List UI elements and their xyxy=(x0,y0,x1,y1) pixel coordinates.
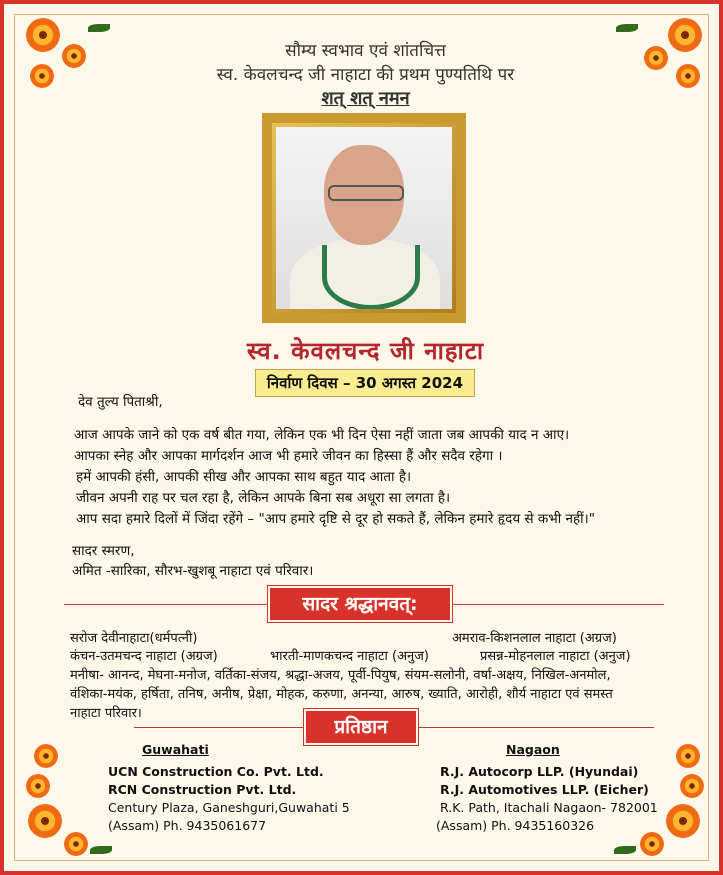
flower-icon xyxy=(640,832,664,856)
flower-icon xyxy=(676,744,700,768)
nagaon-address: R.K. Path, Itachali Nagaon- 782001 xyxy=(440,800,658,815)
guwahati-company-1: UCN Construction Co. Pvt. Ltd. xyxy=(108,764,324,779)
regards-line-2: अमित -सारिका, सौरभ-खुशबू नाहाटा एवं परिवार। xyxy=(72,563,314,579)
flower-icon xyxy=(64,832,88,856)
pratishthan-banner: प्रतिष्ठान xyxy=(306,711,416,743)
family-row-1-right: अमराव-किशनलाल नाहाटा (अग्रज) xyxy=(452,631,617,646)
leaf-icon xyxy=(614,846,636,854)
family-row-4: वंशिका-मयंक, हर्षिता, तनिष, अनीष, प्रेक्षा, मोहक, करुणा, अनन्या, आरुष, ख्याति, आरोही, शौर्य नाहाटा एवं समस्त xyxy=(70,687,613,702)
family-row-2-mid: भारती-माणकचन्द नाहाटा (अनुज) xyxy=(270,649,429,664)
message-line: आप सदा हमारे दिलों में जिंदा रहेंगे – "आप हमारे दृष्टि से दूर हो सकते हैं, लेकिन हमारे हृदय से कभी नहीं।" xyxy=(76,511,596,527)
family-row-2-left: कंचन-उतमचन्द नाहाटा (अग्रज) xyxy=(70,649,218,664)
nagaon-heading: Nagaon xyxy=(506,742,560,757)
header-line-1: सौम्य स्वभाव एवं शांतचित्त xyxy=(285,41,446,61)
family-row-2-right: प्रसन्न-मोहनलाल नाहाटा (अनुज) xyxy=(480,649,631,664)
flower-icon xyxy=(28,804,62,838)
guwahati-company-2: RCN Construction Pvt. Ltd. xyxy=(108,782,297,797)
greeting: देव तुल्य पिताश्री, xyxy=(78,394,163,410)
flower-icon xyxy=(680,774,704,798)
regards-line-1: सादर स्मरण, xyxy=(72,543,135,559)
portrait-glasses xyxy=(328,185,404,201)
message-line: आज आपके जाने को एक वर्ष बीत गया, लेकिन एक भी दिन ऐसा नहीं जाता जब आपकी याद न आए। xyxy=(74,427,570,443)
message-line: आपका स्नेह और आपका मार्गदर्शन आज भी हमारे जीवन का हिस्सा हैं और सदैव रहेगा । xyxy=(74,448,503,464)
header-line-3: शत् शत् नमन xyxy=(321,88,410,109)
message-line: हमें आपकी हंसी, आपकी सीख और आपका साथ बहुत याद आता है। xyxy=(76,469,412,485)
guwahati-address: Century Plaza, Ganeshguri,Guwahati 5 xyxy=(108,800,350,815)
flower-icon xyxy=(666,804,700,838)
portrait-frame xyxy=(262,113,466,323)
leaf-icon xyxy=(88,24,110,32)
guwahati-phone: (Assam) Ph. 9435061677 xyxy=(108,818,267,833)
nagaon-company-1: R.J. Autocorp LLP. (Hyundai) xyxy=(440,764,639,779)
guwahati-heading: Guwahati xyxy=(142,742,209,757)
nagaon-company-2: R.J. Automotives LLP. (Eicher) xyxy=(440,782,649,797)
family-row-1-left: सरोज देवीनाहाटा(धर्मपत्नी) xyxy=(70,631,198,646)
nirvan-date-badge: निर्वाण दिवस – 30 अगस्त 2024 xyxy=(255,369,475,397)
family-row-3: मनीषा- आनन्द, मेघना-मनोज, वर्तिका-संजय, श्रद्धा-अजय, पूर्वी-पियुष, संयम-सलोनी, वर्षा-अक्षय, निखिल-अनमोल, xyxy=(70,668,611,683)
nagaon-phone: (Assam) Ph. 9435160326 xyxy=(436,818,595,833)
family-row-5: नाहाटा परिवार। xyxy=(70,706,142,721)
deceased-name: स्व. केवलचन्द जी नाहाटा xyxy=(246,337,485,365)
shradhanjali-banner: सादर श्रद्धानवत्: xyxy=(270,588,450,620)
portrait-necklace xyxy=(322,245,420,309)
portrait-photo xyxy=(276,127,452,309)
leaf-icon xyxy=(616,24,638,32)
message-line: जीवन अपनी राह पर चल रहा है, लेकिन आपके बिना सब अधूरा सा लगता है। xyxy=(76,490,451,506)
leaf-icon xyxy=(90,846,112,854)
flower-icon xyxy=(34,744,58,768)
flower-icon xyxy=(26,774,50,798)
header-line-2: स्व. केवलचन्द जी नाहाटा की प्रथम पुण्यतिथि पर xyxy=(216,65,515,85)
